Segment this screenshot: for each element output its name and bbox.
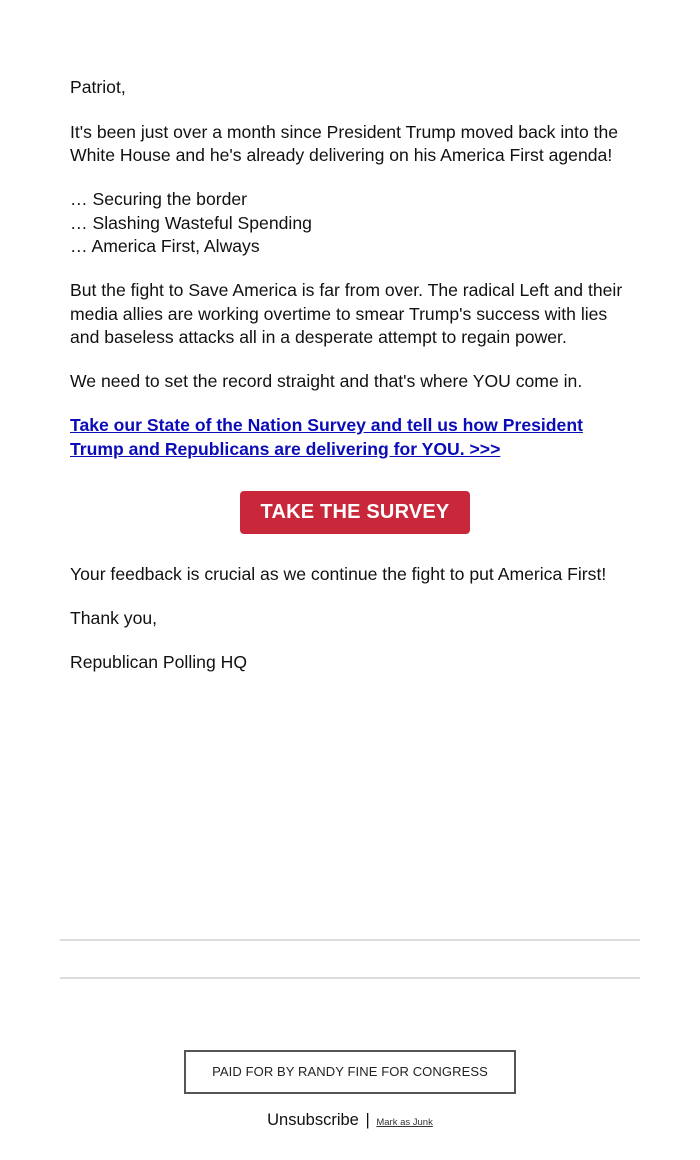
list-item: … America First, Always <box>70 236 260 256</box>
list-item: … Securing the border <box>70 189 248 209</box>
email-body <box>70 76 640 695</box>
fight-paragraph: But the fight to Save America is far from over. The radical Left and their media allies are working overtime to smear Trump's success with lies and baseless attacks all in a desperate attempt to regain power. <box>70 280 623 347</box>
divider <box>60 939 640 941</box>
take-survey-button[interactable]: TAKE THE SURVEY <box>240 491 471 534</box>
closing: Thank you, <box>70 608 158 628</box>
accomplishments-list <box>70 188 640 259</box>
unsubscribe-link[interactable]: Unsubscribe <box>267 1111 359 1129</box>
need-paragraph: We need to set the record straight and that's where YOU come in. <box>70 371 583 391</box>
mark-as-junk-link[interactable]: Mark as Junk <box>376 1117 433 1128</box>
divider <box>60 977 640 979</box>
list-item: … Slashing Wasteful Spending <box>70 212 312 233</box>
signature: Republican Polling HQ <box>70 652 248 672</box>
footer-links <box>0 1111 700 1130</box>
greeting: Patriot, <box>70 77 126 97</box>
button-row <box>70 491 640 534</box>
cta-paragraph <box>70 414 640 461</box>
survey-link[interactable]: Take our State of the Nation Survey and tell us how President Trump and Republicans are delivering for YOU. >>> <box>70 415 583 459</box>
feedback-paragraph: Your feedback is crucial as we continue the fight to put America First! <box>70 564 607 584</box>
paid-for-disclaimer: PAID FOR BY RANDY FINE FOR CONGRESS <box>184 1050 516 1094</box>
footer-separator: | <box>365 1111 370 1129</box>
intro-paragraph: It's been just over a month since President Trump moved back into the White House and he's already delivering on his America First agenda! <box>70 121 619 165</box>
